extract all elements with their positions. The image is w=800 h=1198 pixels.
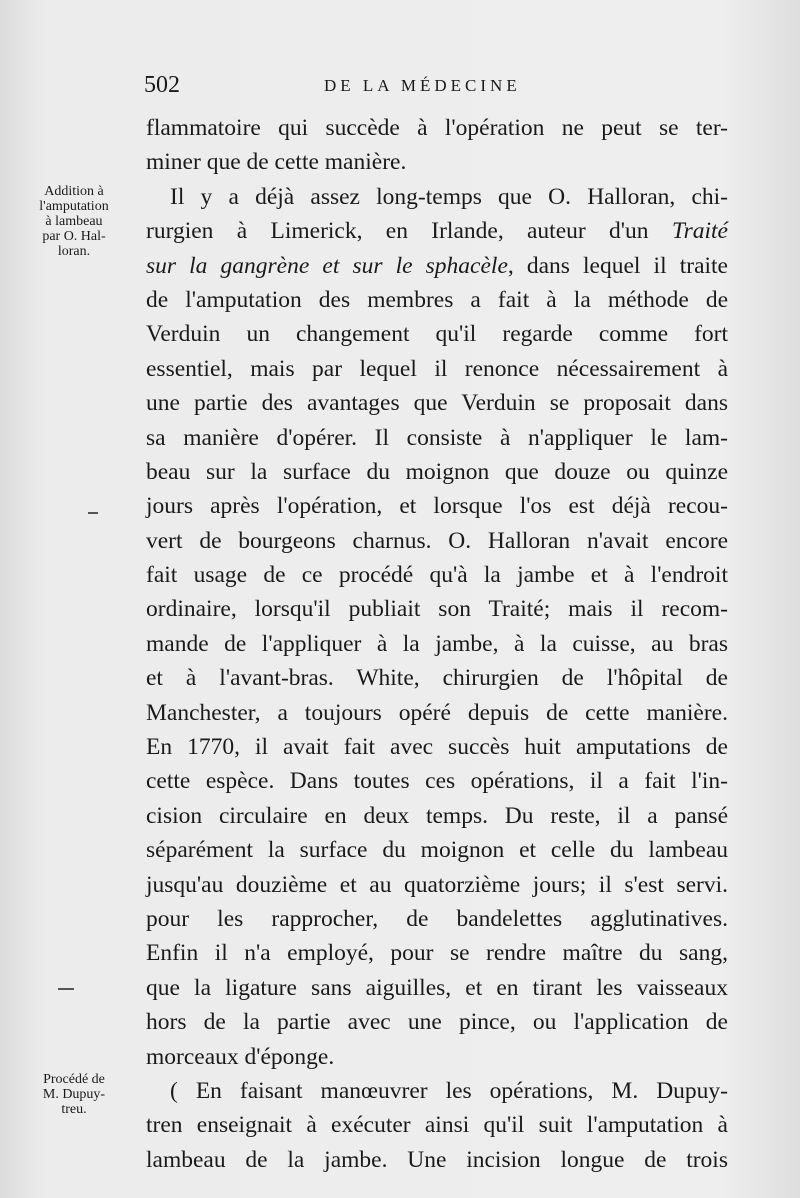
margin-note-line: Addition à xyxy=(44,184,104,199)
page-number: 502 xyxy=(144,72,180,98)
text-line: pour les rapprocher, de bandelettes agglutinatives. xyxy=(146,905,728,932)
margin-note-addition xyxy=(20,184,128,259)
text-line: jusqu'au douzième et au quatorzième jours; il s'est servi. xyxy=(146,871,728,898)
text-line: vert de bourgeons charnus. O. Halloran n'avait encore xyxy=(146,527,728,554)
text-line: miner que de cette manière. xyxy=(146,149,407,176)
text-line: fait usage de ce procédé qu'à la jambe et à l'endroit xyxy=(146,562,728,589)
text-line: hors de la partie avec une pince, ou l'application de xyxy=(146,1009,728,1036)
text-line: flammatoire qui succède à l'opération ne peut se ter- xyxy=(146,115,728,141)
text-run: , dans lequel il traite xyxy=(507,252,728,279)
text-line xyxy=(146,214,728,248)
text-line: et à l'avant-bras. White, chirurgien de l'hôpital de xyxy=(146,665,728,692)
text-line xyxy=(146,249,728,283)
text-line: ordinaire, lorsqu'il publiait son Traité; mais il recom- xyxy=(146,596,728,623)
margin-note-line: treu. xyxy=(61,1102,87,1117)
text-line: mande de l'appliquer à la jambe, à la cuisse, au bras xyxy=(146,630,728,657)
text-line: Enfin il n'a employé, pour se rendre maître du sang, xyxy=(146,940,728,967)
page-header xyxy=(144,72,734,102)
text-line: cette espèce. Dans toutes ces opérations, il a fait l'in- xyxy=(146,768,728,795)
text-line: tren enseignait à exécuter ainsi qu'il suit l'amputation à xyxy=(146,1112,728,1139)
margin-dash-mark xyxy=(88,512,98,514)
margin-note-line: Procédé de xyxy=(43,1072,105,1087)
text-line: que la ligature sans aiguilles, et en tirant les vaisseaux xyxy=(146,974,728,1001)
margin-note-line: à lambeau xyxy=(45,214,103,229)
text-line: de l'amputation des membres a fait à la méthode de xyxy=(146,286,728,313)
margin-note-line: l'amputation xyxy=(39,199,109,214)
text-line: essentiel, mais par lequel il renonce nécessairement à xyxy=(146,355,728,382)
margin-note-line: M. Dupuy- xyxy=(42,1087,106,1102)
text-run: rurgien à Limerick, en Irlande, auteur d'un xyxy=(146,218,672,245)
text-line: En 1770, il avait fait avec succès huit amputations de xyxy=(146,734,728,761)
margin-note-line: par O. Hal- xyxy=(42,229,106,244)
text-line: morceaux d'éponge. xyxy=(146,1043,335,1070)
text-line: séparément la surface du moignon et celle du lambeau xyxy=(146,837,728,864)
text-line: Verduin un changement qu'il regarde comme fort xyxy=(146,321,728,348)
text-line: jours après l'opération, et lorsque l'os est déjà recou- xyxy=(146,493,728,520)
running-head: DE LA MÉDECINE xyxy=(324,76,521,95)
text-line: une partie des avantages que Verduin se proposait dans xyxy=(146,390,728,417)
margin-note-line: loran. xyxy=(57,244,91,259)
text-line: ( En faisant manœuvrer les opérations, M. Dupuy- xyxy=(170,1077,728,1104)
italic-title: sur la gangrène et sur le sphacèle xyxy=(146,252,508,279)
text-line: cision circulaire en deux temps. Du reste, il a pansé xyxy=(146,802,728,829)
margin-dash-mark xyxy=(58,988,74,990)
body-text xyxy=(146,111,728,1177)
text-line: sa manière d'opérer. Il consiste à n'appliquer le lam- xyxy=(146,424,728,451)
text-line: beau sur la surface du moignon que douze ou quinze xyxy=(146,458,728,485)
text-line: Manchester, a toujours opéré depuis de cette manière. xyxy=(146,699,728,726)
text-line: Il y a déjà assez long-temps que O. Halloran, chi- xyxy=(170,183,728,210)
margin-note-procede xyxy=(20,1072,128,1117)
text-line: lambeau de la jambe. Une incision longue de trois xyxy=(146,1146,728,1173)
italic-title: Traité xyxy=(671,218,728,245)
